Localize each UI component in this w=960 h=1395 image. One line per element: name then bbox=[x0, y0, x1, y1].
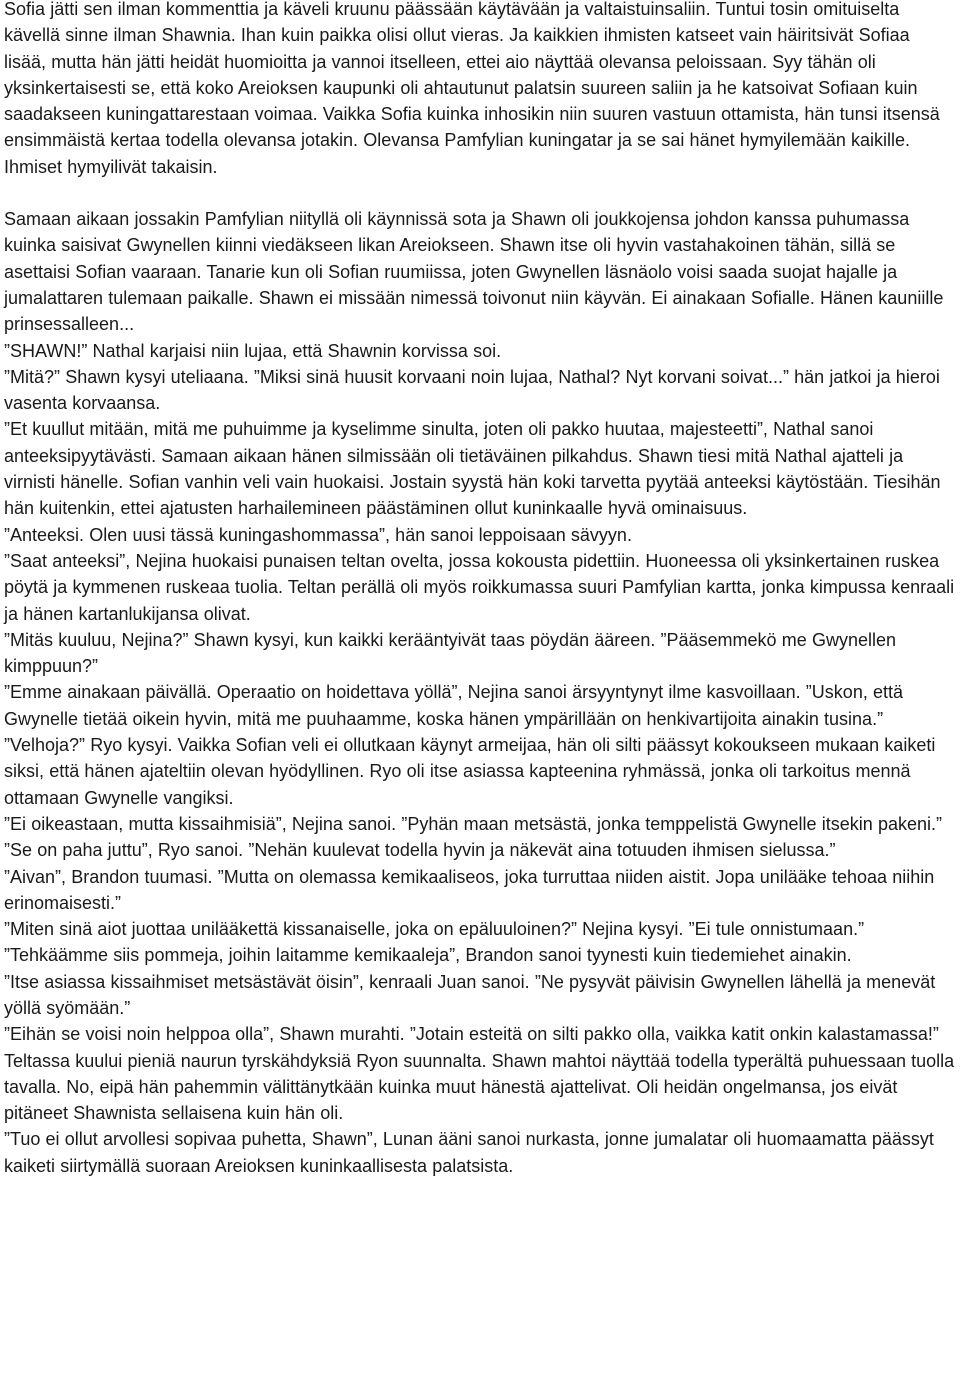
paragraph-6: ”Anteeksi. Olen uusi tässä kuningashommassa”, hän sanoi leppoisaan sävyyn. bbox=[4, 524, 632, 545]
paragraph-17: ”Eihän se voisi noin helppoa olla”, Shawn murahti. ”Jotain esteitä on silti pakko olla, vaikka katit onkin kalastamassa!” bbox=[4, 1024, 939, 1045]
paragraph-10: ”Velhoja?” Ryo kysyi. Vaikka Sofian veli ei ollutkaan käynyt armeijaa, hän oli silti päässyt kokoukseen mukaan kaiketi siksi, että hänen ajateltiin olevan hyödyllinen. Ryo oli itse asiassa kapteenina ryhmässä, jonka oli tarkoitus mennä ottamaan Gwynelle vangiksi. bbox=[4, 735, 936, 808]
paragraph-3: ”SHAWN!” Nathal karjaisi niin lujaa, että Shawnin korvissa soi. bbox=[4, 340, 502, 361]
paragraph-12: ”Se on paha juttu”, Ryo sanoi. ”Nehän kuulevat todella hyvin ja näkevät aina totuuden ihmisen sielussa.” bbox=[4, 840, 836, 861]
paragraph-8: ”Mitäs kuuluu, Nejina?” Shawn kysyi, kun kaikki kerääntyivät taas pöydän ääreen. ”Pääsemmekö me Gwynellen kimppuun?” bbox=[4, 629, 897, 677]
paragraph-16: ”Itse asiassa kissaihmiset metsästävät öisin”, kenraali Juan sanoi. ”Ne pysyvät päivisin Gwynellen lähellä ja menevät yöllä syömään.” bbox=[4, 971, 936, 1018]
paragraph-15: ”Tehkäämme siis pommeja, joihin laitamme kemikaaleja”, Brandon sanoi tyynesti kuin tiedemiehet ainakin. bbox=[4, 945, 852, 966]
paragraph-7: ”Saat anteeksi”, Nejina huokaisi punaisen teltan ovelta, jossa kokousta pidettiin. Huoneessa oli yksinkertainen ruskea pöytä ja kymmenen ruskeaa tuolia. Teltan perällä oli myös roikkumassa suuri Pamfylian kartta, jonka kimpussa kenraali ja hänen kartanlukijansa olivat. bbox=[4, 550, 955, 624]
paragraph-18: Teltassa kuului pieniä naurun tyrskähdyksiä Ryon suunnalta. Shawn mahtoi näyttää todella typerältä puhuessaan tuolla tavalla. No, eipä hän pahemmin välittänytkään kuinka muut hänestä ajattelivat. Oli heidän ongelmansa, jos eivät pitäneet Shawnista sellaisena kuin hän oli. bbox=[4, 1050, 955, 1124]
paragraph-11: ”Ei oikeastaan, mutta kissaihmisiä”, Nejina sanoi. ”Pyhän maan metsästä, jonka temppelistä Gwynelle itsekin pakeni.” bbox=[4, 813, 943, 834]
paragraph-9: ”Emme ainakaan päivällä. Operaatio on hoidettava yöllä”, Nejina sanoi ärsyyntynyt ilme kasvoillaan. ”Uskon, että Gwynelle tietää oikein hyvin, mitä me puuhaamme, koska hänen ympärillään on henkivartijoita ainakin tusina.” bbox=[4, 682, 904, 729]
paragraph-14: ”Miten sinä aiot juottaa unilääkettä kissanaiselle, joka on epäluuloinen?” Nejina kysyi. ”Ei tule onnistumaan.” bbox=[4, 919, 865, 940]
paragraph-2: Samaan aikaan jossakin Pamfylian niityllä oli käynnissä sota ja Shawn oli joukkojensa johdon kanssa puhumassa kuinka saisivat Gwynellen kiinni viedäkseen likan Areiokseen. Shawn itse oli hyvin vastahakoinen tähän, sillä se asettaisi Sofian vaaraan. Tanarie kun oli Sofian ruumiissa, joten Gwynellen läsnäolo voisi saada suojat hajalle ja jumalattaren tulemaan paikalle. Shawn ei missään nimessä toivonut niin käyvän. Ei ainakaan Sofialle. Hänen kauniille prinsessalleen... bbox=[4, 209, 944, 335]
paragraph-13: ”Aivan”, Brandon tuumasi. ”Mutta on olemassa kemikaaliseos, joka turruttaa niiden aistit. Jopa unilääke tehoaa niihin erinomaisesti.” bbox=[4, 866, 935, 913]
paragraph-4: ”Mitä?” Shawn kysyi uteliaana. ”Miksi sinä huusit korvaani noin lujaa, Nathal? Nyt korvani soivat...” hän jatkoi ja hieroi vasenta korvaansa. bbox=[4, 366, 940, 414]
paragraph-1: Sofia jätti sen ilman kommenttia ja käveli kruunu päässään käytävään ja valtaistuinsaliin. Tuntui tosin omituiselta kävellä sinne ilman Shawnia. Ihan kuin paikka olisi ollut vieras. Ja kaikkien ihmisten katseet vain häiritsivät Sofiaa lisää, mutta hän jätti heidät huomioitta ja vannoi itselleen, ettei aio näyttää olevansa peloissaan. Syy tähän oli yksinkertaisesti se, että koko Areioksen kaupunki oli ahtautunut palatsin suureen saliin ja he katsoivat Sofiaan kuin saadakseen kuningattarestaan voimaa. Vaikka Sofia kuinka inhosikin niin suuren vastuun ottamista, hän tunsi itsensä ensimmäistä kertaa todella olevansa jotakin. Olevansa Pamfylian kuningatar ja se sai hänet hymyilemään kaikille. Ihmiset hymyilivät takaisin. bbox=[4, 0, 940, 177]
paragraph-19: ”Tuo ei ollut arvollesi sopivaa puhetta, Shawn”, Lunan ääni sanoi nurkasta, jonne jumalatar oli huomaamatta päässyt kaiketi siirtymällä suoraan Areioksen kuninkaallisesta palatsista. bbox=[4, 1129, 934, 1176]
paragraph-5: ”Et kuullut mitään, mitä me puhuimme ja kyselimme sinulta, joten oli pakko huutaa, majesteetti”, Nathal sanoi anteeksipyytävästi. Samaan aikaan hänen silmissään oli tietäväinen pilkahdus. Shawn tiesi mitä Nathal ajatteli ja virnisti hänelle. Sofian vanhin veli vain huokaisi. Jostain syystä hän koki tarvetta pyytää anteeksi käytöstään. Tiesihän hän kuitenkin, ettei ajatusten harhailemineen päästäminen ollut kuninkaalle hyvä ominaisuus. bbox=[4, 419, 941, 519]
